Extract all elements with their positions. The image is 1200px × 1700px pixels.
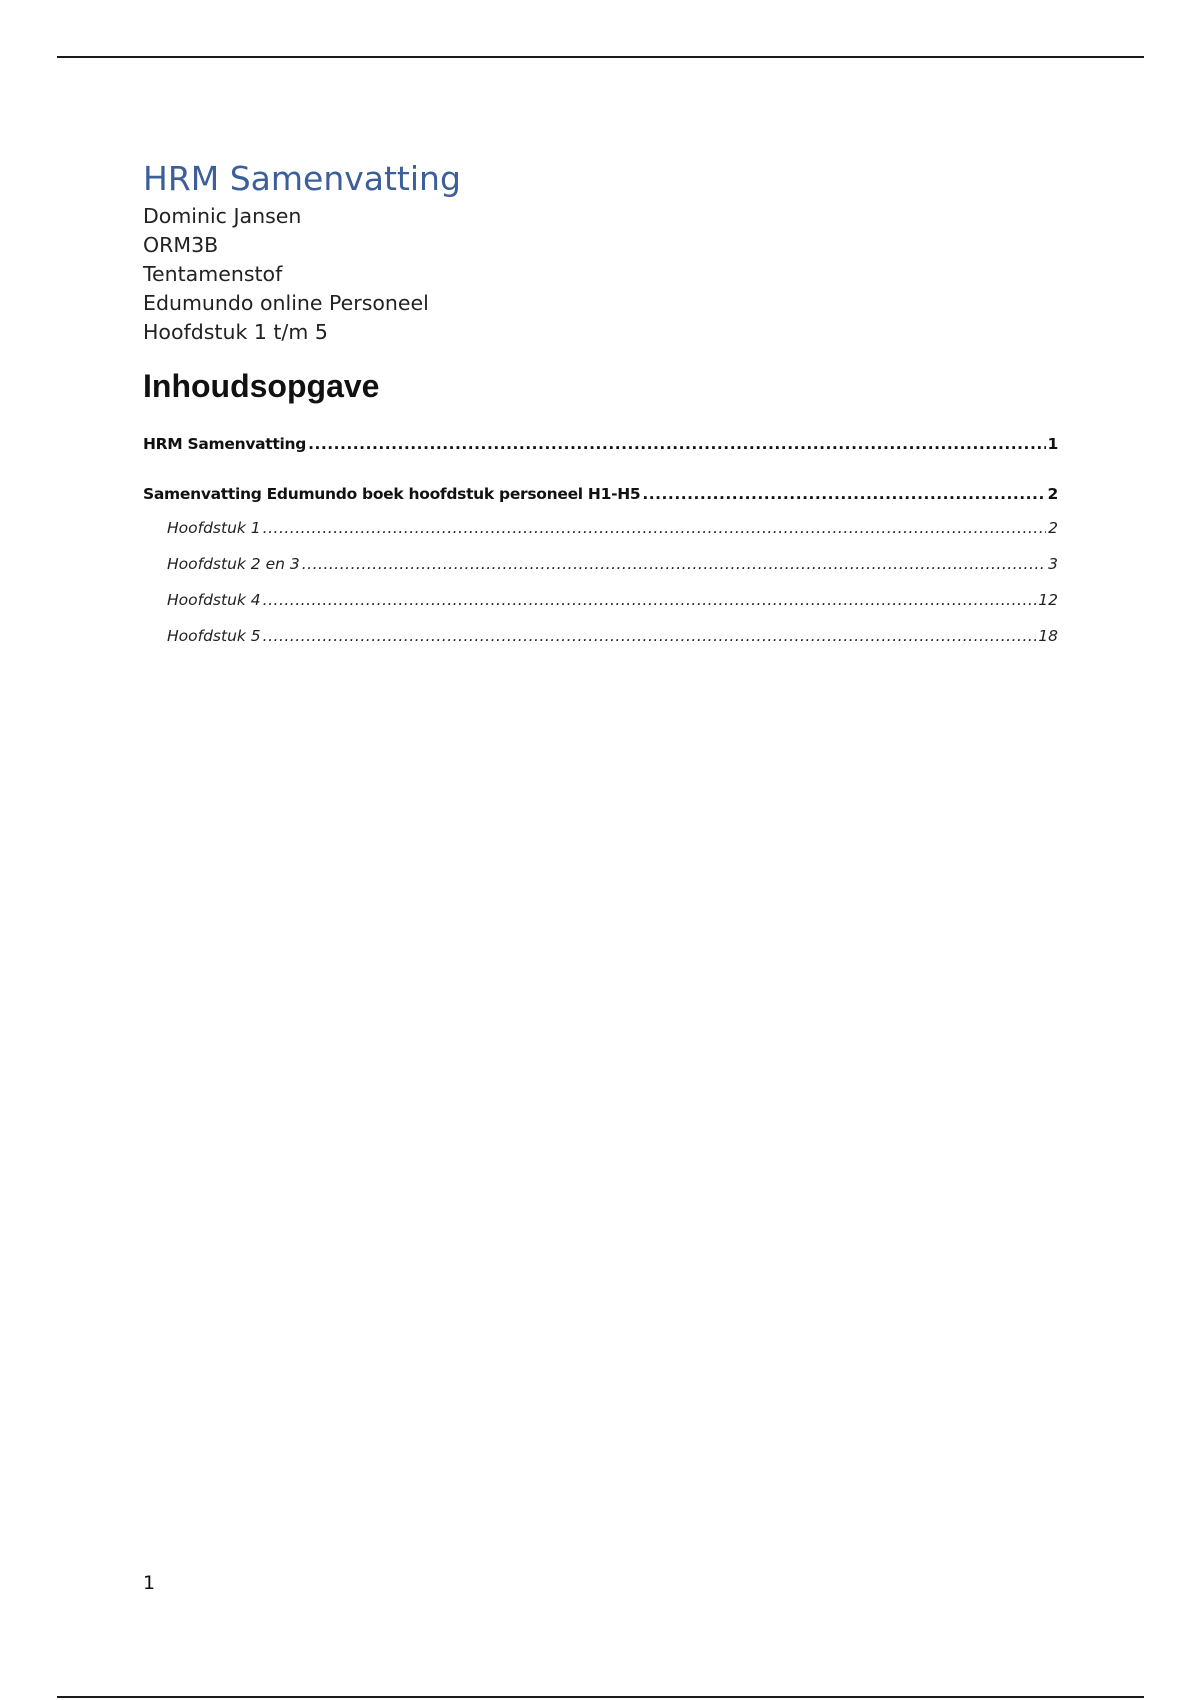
toc-entry-page: 18 <box>1038 627 1058 646</box>
toc-entry-samenvatting-edumundo[interactable] <box>143 483 1058 505</box>
subject-line: Tentamenstof <box>143 261 283 286</box>
toc-dot-leader <box>302 553 1046 575</box>
table-of-contents <box>143 433 1058 647</box>
author-name: Dominic Jansen <box>143 203 302 228</box>
toc-entry-page: 2 <box>1047 485 1058 504</box>
toc-entry-label: Hoofdstuk 5 <box>167 627 261 646</box>
toc-dot-leader <box>642 483 1045 505</box>
toc-entry-hrm-samenvatting[interactable] <box>143 433 1058 455</box>
toc-dot-leader <box>308 433 1045 455</box>
toc-entry-label: Hoofdstuk 2 en 3 <box>167 555 300 574</box>
document-meta <box>143 202 1058 347</box>
header-rule <box>57 56 1144 58</box>
source-line: Edumundo online Personeel <box>143 290 429 315</box>
toc-entry-hoofdstuk-4[interactable] <box>143 589 1058 611</box>
toc-entry-page: 2 <box>1048 519 1058 538</box>
toc-entry-page: 1 <box>1047 435 1058 454</box>
toc-entry-label: Hoofdstuk 4 <box>167 591 261 610</box>
toc-dot-leader <box>263 625 1037 647</box>
toc-entry-hoofdstuk-1[interactable] <box>143 517 1058 539</box>
document-body <box>143 160 1058 647</box>
document-title: HRM Samenvatting <box>143 159 461 198</box>
toc-entry-hoofdstuk-2-en-3[interactable] <box>143 553 1058 575</box>
toc-entry-hoofdstuk-5[interactable] <box>143 625 1058 647</box>
class-code: ORM3B <box>143 232 219 257</box>
toc-entry-label: Samenvatting Edumundo boek hoofdstuk personeel H1-H5 <box>143 485 641 504</box>
toc-entry-page: 12 <box>1038 591 1058 610</box>
page-number: 1 <box>143 1572 156 1594</box>
toc-entry-label: HRM Samenvatting <box>143 435 307 454</box>
toc-entry-label: Hoofdstuk 1 <box>167 519 261 538</box>
toc-entry-page: 3 <box>1048 555 1058 574</box>
toc-dot-leader <box>263 589 1037 611</box>
toc-heading: Inhoudsopgave <box>143 367 380 404</box>
chapters-line: Hoofdstuk 1 t/m 5 <box>143 319 328 344</box>
toc-dot-leader <box>263 517 1046 539</box>
footer-rule <box>57 1696 1144 1698</box>
